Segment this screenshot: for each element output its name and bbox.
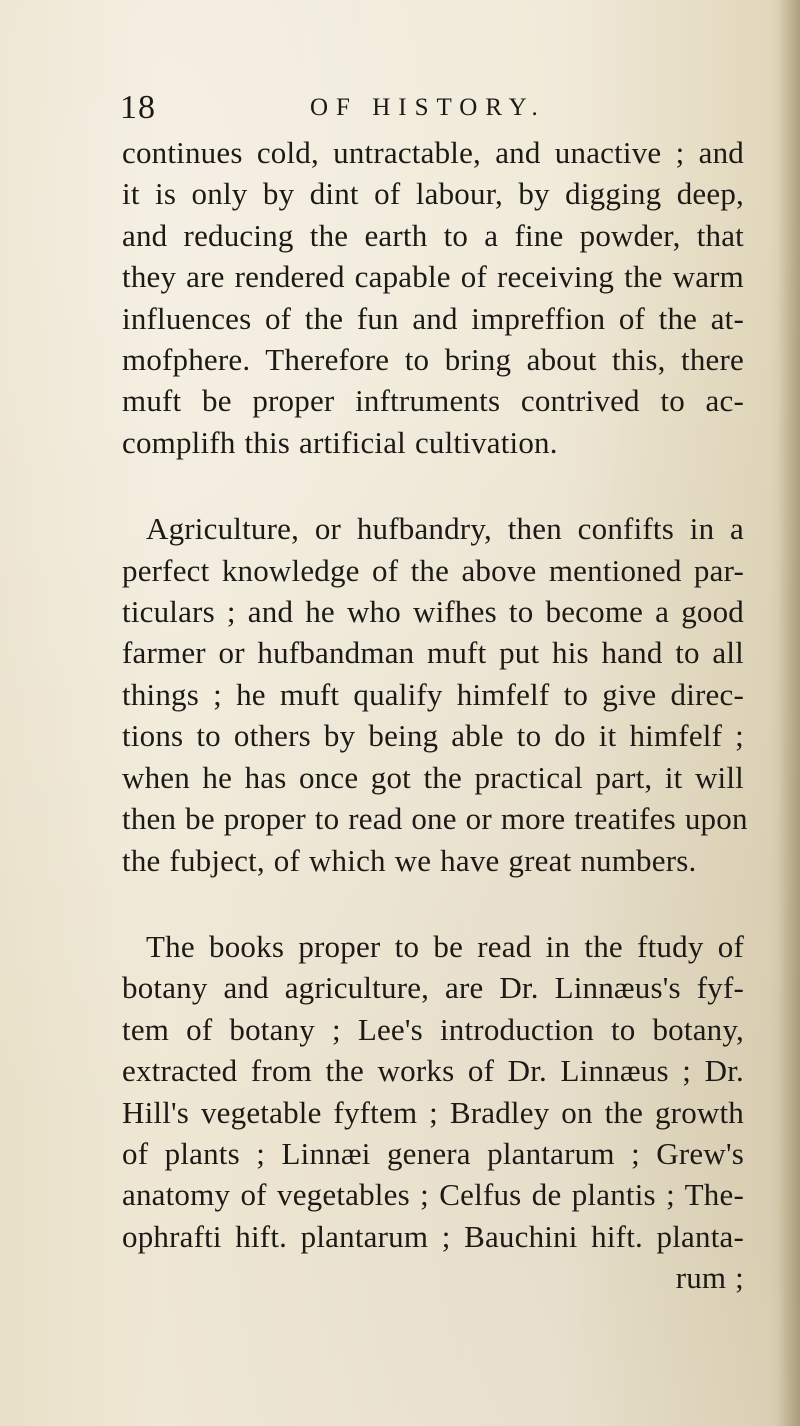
text-line: extracted from the works of Dr. Linnæus ; Dr. bbox=[122, 1053, 744, 1089]
text-line: The books proper to be read in the ftudy of bbox=[146, 928, 744, 964]
text-line: Hill's vegetable fyftem ; Bradley on the growth bbox=[122, 1094, 744, 1130]
paragraph-gap bbox=[122, 881, 744, 926]
text-line: influences of the fun and impreffion of the at- bbox=[122, 300, 744, 336]
text-line: anatomy of vegetables ; Celfus de plantis ; The- bbox=[122, 1177, 744, 1213]
paragraph-gap bbox=[122, 463, 744, 508]
body-text bbox=[122, 132, 748, 1299]
text-line: Agriculture, or hufbandry, then confifts in a bbox=[146, 511, 744, 547]
text-line: and reducing the earth to a fine powder, that bbox=[122, 217, 744, 253]
text-line: botany and agriculture, are Dr. Linnæus's fyf- bbox=[122, 970, 744, 1006]
text-line: complifh this artificial cultivation. bbox=[122, 424, 558, 460]
paragraph-1 bbox=[122, 132, 744, 463]
text-line: things ; he muft qualify himfelf to give direc- bbox=[122, 676, 744, 712]
text-line: rum ; bbox=[675, 1260, 744, 1296]
text-line: then be proper to read one or more treatifes upon bbox=[122, 801, 748, 837]
text-line: they are rendered capable of receiving the warm bbox=[122, 259, 744, 295]
paragraph-3 bbox=[122, 926, 744, 1299]
page-number: 18 bbox=[120, 89, 156, 126]
text-line: when he has once got the practical part, it will bbox=[122, 759, 744, 795]
text-line: ophrafti hift. plantarum ; Bauchini hift. planta- bbox=[122, 1218, 744, 1254]
running-head bbox=[120, 88, 740, 128]
text-line: the fubject, of which we have great numbers. bbox=[122, 842, 697, 878]
running-title: OF HISTORY. bbox=[310, 94, 546, 121]
text-line: tions to others by being able to do it himfelf ; bbox=[122, 718, 744, 754]
text-line: of plants ; Linnæi genera plantarum ; Grew's bbox=[122, 1135, 744, 1171]
page-edge-shadow bbox=[778, 0, 800, 1426]
paragraph-2 bbox=[122, 508, 748, 881]
text-line: continues cold, untractable, and unactive ; and bbox=[122, 135, 744, 170]
text-line: farmer or hufbandman muft put his hand to all bbox=[122, 635, 744, 671]
text-line: tem of botany ; Lee's introduction to botany, bbox=[122, 1011, 744, 1047]
text-line: muft be proper inftruments contrived to ac- bbox=[122, 383, 744, 419]
text-line: perfect knowledge of the above mentioned par- bbox=[122, 552, 744, 588]
text-line: ticulars ; and he who wifhes to become a good bbox=[122, 594, 744, 630]
text-line: mofphere. Therefore to bring about this, there bbox=[122, 342, 744, 378]
text-line: it is only by dint of labour, by digging deep, bbox=[122, 176, 744, 212]
